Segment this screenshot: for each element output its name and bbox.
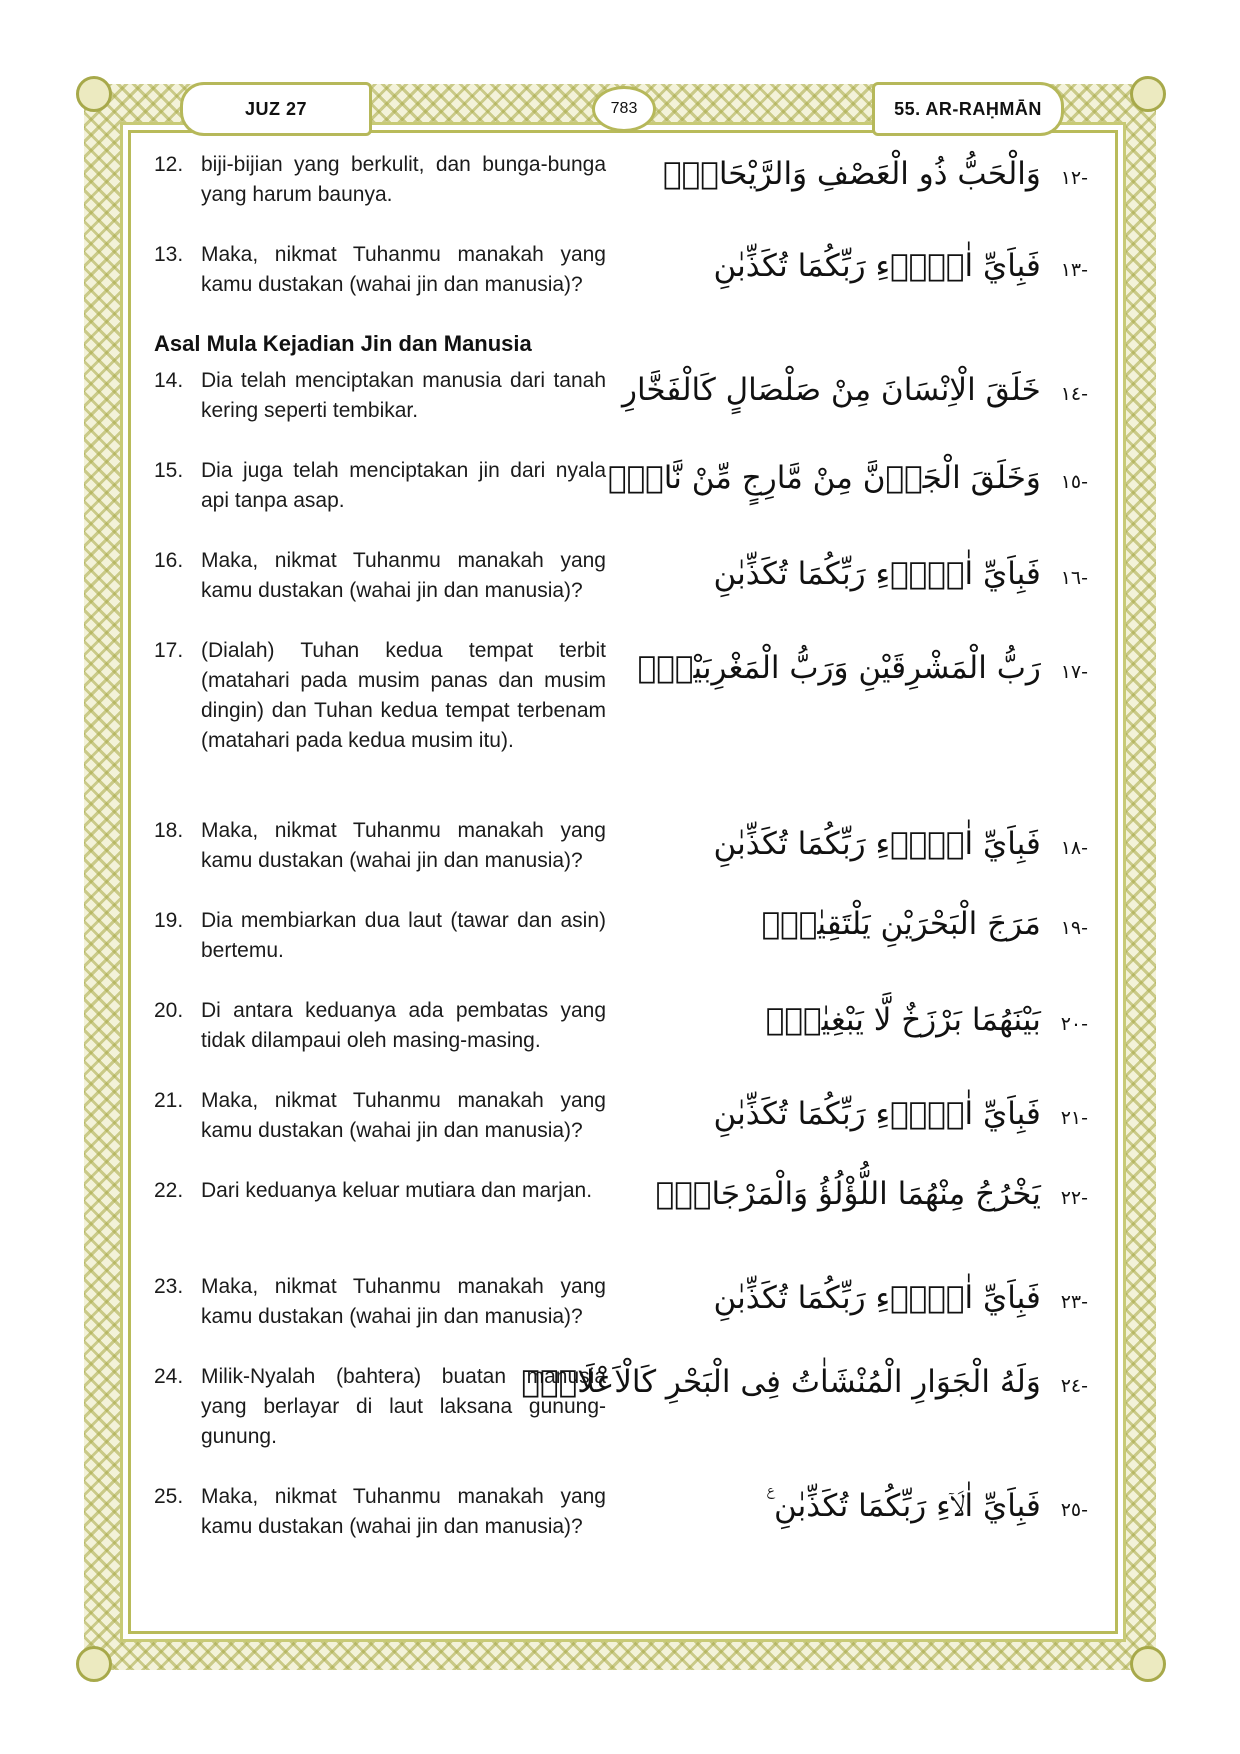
verse-number: 24. [154,1365,184,1388]
arabic-verse [588,1488,1088,1525]
verse-number: 13. [154,243,184,266]
arabic-verse-number: -٢٢ [1060,1187,1088,1209]
translation-text: Dia juga telah menciptakan jin dari nyala api tanpa asap. [201,459,606,512]
arabic-text: وَلَهُ الْجَوَارِ الْمُنْشَاٰتُ فِى الْبَحْرِ كَالْاَعْلَامِۚ [521,1364,1041,1400]
arabic-verse-number: -١٢ [1060,167,1088,189]
arabic-text: مَرَجَ الْبَحْرَيْنِ يَلْتَقِيٰنِۙ [761,906,1041,942]
section-heading: Asal Mula Kejadian Jin dan Manusia [154,331,532,356]
verse-translation [154,150,606,210]
verse-number: 21. [154,1089,184,1112]
translation-text: Di antara keduanya ada pembatas yang tidak dilampaui oleh masing-masing. [201,999,606,1052]
verse-translation [154,816,606,876]
arabic-verse-number: -١٤ [1060,383,1088,405]
translation-text: Maka, nikmat Tuhanmu manakah yang kamu dustakan (wahai jin dan manusia)? [201,1485,606,1538]
verse-translation [154,636,606,756]
translation-text: Maka, nikmat Tuhanmu manakah yang kamu dustakan (wahai jin dan manusia)? [201,1275,606,1328]
verse-number: 19. [154,909,184,932]
corner-ornament-icon [76,1646,112,1682]
arabic-verse [521,1364,1088,1400]
translation-text: Dari keduanya keluar mutiara dan marjan. [201,1179,593,1202]
arabic-text: رَبُّ الْمَشْرِقَيْنِ وَرَبُّ الْمَغْرِبَيْنِۚ [637,650,1041,686]
verse-number: 23. [154,1275,184,1298]
verse-number: 14. [154,369,184,392]
verse-number: 25. [154,1485,184,1508]
verse-number: 17. [154,639,184,662]
arabic-text: يَخْرُجُ مِنْهُمَا اللُّؤْلُؤُ وَالْمَرْجَانُۚ [655,1176,1041,1212]
verse-translation [154,366,606,426]
arabic-verse [588,650,1088,686]
translation-text: Maka, nikmat Tuhanmu manakah yang kamu dustakan (wahai jin dan manusia)? [201,243,606,296]
arabic-verse [588,826,1088,862]
arabic-text: فَبِاَيِّ اٰلَاۤءِ رَبِّكُمَا تُكَذِّبٰنِ ࣖ [766,1488,1041,1524]
arabic-verse [588,156,1088,192]
arabic-verse [588,248,1088,284]
arabic-verse [588,460,1088,496]
arabic-verse-number: -٢١ [1060,1107,1088,1129]
surah-label: 55. AR-RAḤMĀN [872,82,1064,136]
verse-translation [154,996,606,1056]
arabic-text: بَيْنَهُمَا بَرْزَخٌ لَّا يَبْغِيٰنِۚ [765,1002,1041,1038]
arabic-text: فَبِاَيِّ اٰلَاۤءِ رَبِّكُمَا تُكَذِّبٰنِ [713,248,1041,284]
arabic-verse [588,1280,1088,1316]
arabic-text: فَبِاَيِّ اٰلَاۤءِ رَبِّكُمَا تُكَذِّبٰنِ [713,556,1041,592]
verse-translation [154,906,606,966]
arabic-verse-number: -١٦ [1060,567,1088,589]
arabic-verse [588,556,1088,592]
arabic-verse [588,1002,1088,1038]
arabic-verse-number: -٢٤ [1060,1375,1088,1397]
arabic-verse-number: -١٥ [1060,471,1088,493]
verse-translation [154,546,606,606]
arabic-verse-number: -٢٣ [1060,1291,1088,1313]
page-number: 783 [592,86,656,132]
translation-text: Milik-Nyalah (bahtera) buatan manusia yang berlayar di laut laksana gunung-gunung. [201,1365,606,1448]
verse-translation [154,1482,606,1542]
arabic-verse-number: -١٨ [1060,837,1088,859]
corner-ornament-icon [1130,76,1166,112]
arabic-verse [588,1096,1088,1132]
verse-translation [154,456,606,516]
translation-text: Maka, nikmat Tuhanmu manakah yang kamu dustakan (wahai jin dan manusia)? [201,549,606,602]
translation-text: Maka, nikmat Tuhanmu manakah yang kamu dustakan (wahai jin dan manusia)? [201,1089,606,1142]
translation-text: Dia membiarkan dua laut (tawar dan asin) bertemu. [201,909,606,962]
arabic-text: خَلَقَ الْاِنْسَانَ مِنْ صَلْصَالٍ كَالْفَخَّارِ [621,372,1041,408]
arabic-verse [588,906,1088,942]
translation-text: biji-bijian yang berkulit, dan bunga-bunga yang harum baunya. [201,153,606,206]
corner-ornament-icon [1130,1646,1166,1682]
arabic-verse-number: -٢٥ [1060,1499,1088,1521]
verse-number: 18. [154,819,184,842]
juz-label: JUZ 27 [180,82,372,136]
arabic-text: فَبِاَيِّ اٰلَاۤءِ رَبِّكُمَا تُكَذِّبٰنِ [713,826,1041,862]
arabic-text: فَبِاَيِّ اٰلَاۤءِ رَبِّكُمَا تُكَذِّبٰنِ [713,1280,1041,1316]
arabic-text: فَبِاَيِّ اٰلَاۤءِ رَبِّكُمَا تُكَذِّبٰنِ [713,1096,1041,1132]
translation-text: Dia telah menciptakan manusia dari tanah kering seperti tembikar. [201,369,606,422]
verse-translation [154,1176,606,1206]
arabic-text: وَخَلَقَ الْجَاۤنَّ مِنْ مَّارِجٍ مِّنْ نَّارٍۚ [607,460,1041,496]
arabic-verse [588,1176,1088,1212]
arabic-verse-number: -١٧ [1060,661,1088,683]
verse-number: 15. [154,459,184,482]
arabic-verse [588,372,1088,408]
verse-number: 22. [154,1179,184,1202]
verse-translation [154,1086,606,1146]
verse-number: 20. [154,999,184,1022]
verse-number: 16. [154,549,184,572]
translation-text: Maka, nikmat Tuhanmu manakah yang kamu dustakan (wahai jin dan manusia)? [201,819,606,872]
corner-ornament-icon [76,76,112,112]
arabic-text: وَالْحَبُّ ذُو الْعَصْفِ وَالرَّيْحَانُۚ [663,156,1041,192]
verse-number: 12. [154,153,184,176]
translation-text: (Dialah) Tuhan kedua tempat terbit (matahari pada musim panas dan musim dingin) dan Tuhan kedua tempat terbenam (matahari pada kedua musim itu). [201,639,606,752]
arabic-verse-number: -٢٠ [1060,1013,1088,1035]
arabic-verse-number: -١٣ [1060,259,1088,281]
arabic-verse-number: -١٩ [1060,917,1088,939]
verse-translation [154,1272,606,1332]
verse-translation [154,240,606,300]
